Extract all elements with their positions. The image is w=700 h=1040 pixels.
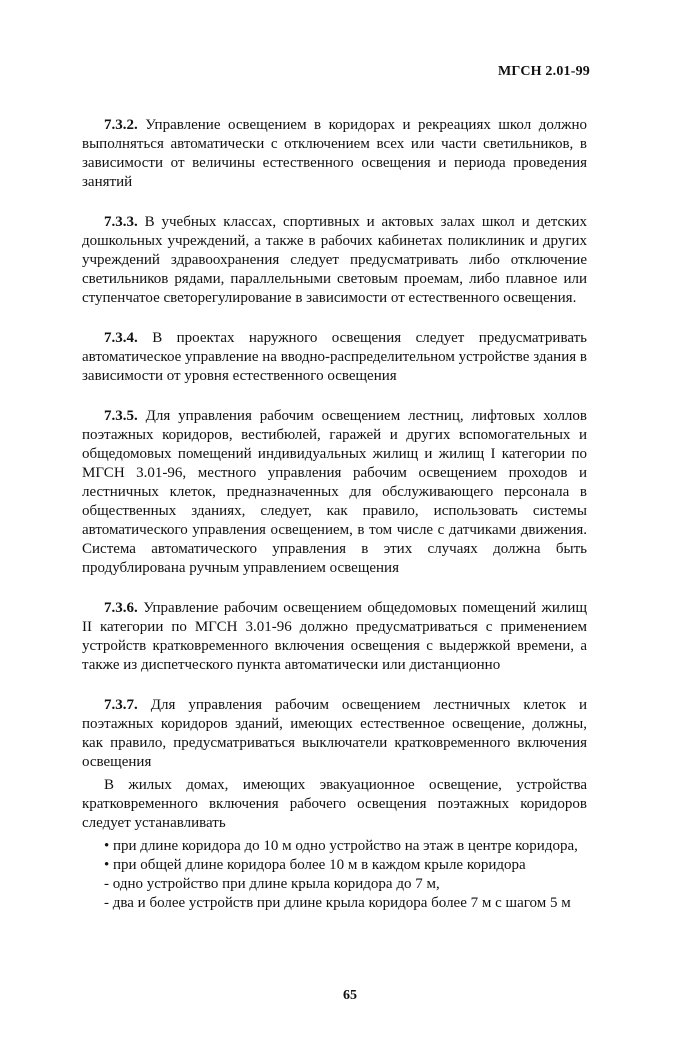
document-code-header: МГСН 2.01-99 [498,64,590,79]
list-item: - два и более устройств при длине крыла коридора более 7 м с шагом 5 м [104,895,571,911]
paragraph-text: Для управления рабочим освещением лестничных клеток и поэтажных коридоров зданий, имеющих естественное освещение, должны, как правило, предусматриваться выключатели кратковременного включения освещения [82,697,587,770]
sub-paragraph: В жилых домах, имеющих эвакуационное освещение, устройства кратковременного включения рабочего освещения поэтажных коридоров следует устанавливать [82,777,587,831]
paragraph-text: В проектах наружного освещения следует предусматривать автоматическое управление на вводно-распределительном устройстве здания в зависимости от уровня естественного освещения [82,330,588,384]
document-body [82,116,587,913]
list-item: • при длине коридора до 10 м одно устройство на этаж в центре коридора, [104,838,578,854]
paragraph-number: 7.3.5. [104,408,138,424]
paragraph-text: Управление рабочим освещением общедомовых помещений жилищ II категории по МГСН 3.01-96 должно предусматриваться с применением устройств кратковременного включения освещения с выдержкой времени, а также из диспетческого пункта автоматически или дистанционно [82,600,587,673]
paragraph-text: Для управления рабочим освещением лестниц, лифтовых холлов поэтажных коридоров, вестибюлей, гаражей и других вспомогательных и общедомовых помещений индивидуальных жилищ и жилищ I категории по МГСН 3.01-96, местного управления рабочим освещением проходов и лестничных клеток, предназначенных для обслуживающего персонала в общественных зданиях, следует, как правило, использовать системы автоматического управления освещением, в том числе с датчиками движения. Система автоматического управления в этих случаях должна быть продублирована ручным управлением освещения [82,408,587,576]
list-item: • при общей длине коридора более 10 м в каждом крыле коридора [104,857,526,873]
paragraph-7-3-5 [82,407,587,578]
paragraph-number: 7.3.7. [104,697,138,713]
paragraph-7-3-3 [82,213,587,308]
paragraph-7-3-6 [82,599,587,675]
paragraph-number: 7.3.3. [104,214,138,230]
paragraph-text: В учебных классах, спортивных и актовых залах школ и детских дошкольных учреждений, а также в рабочих кабинетах поликлиник и других учреждений здравоохранения следует предусматривать либо отключение светильников рядами, параллельными световым проемам, либо плавное или ступенчатое светорегулирование в зависимости от естественного освещения. [82,214,587,306]
paragraph-7-3-4 [82,329,587,386]
paragraph-number: 7.3.4. [104,330,138,346]
paragraph-number: 7.3.2. [104,117,138,133]
paragraph-7-3-2 [82,116,587,192]
paragraph-7-3-7 [82,696,587,772]
paragraph-number: 7.3.6. [104,600,138,616]
paragraph-text: Управление освещением в коридорах и рекреациях школ должно выполняться автоматически с отключением всех или части светильников, в зависимости от величины естественного освещения и периода проведения занятий [82,117,588,190]
page-number: 65 [343,988,357,1003]
list-item: - одно устройство при длине крыла коридора до 7 м, [104,876,440,892]
